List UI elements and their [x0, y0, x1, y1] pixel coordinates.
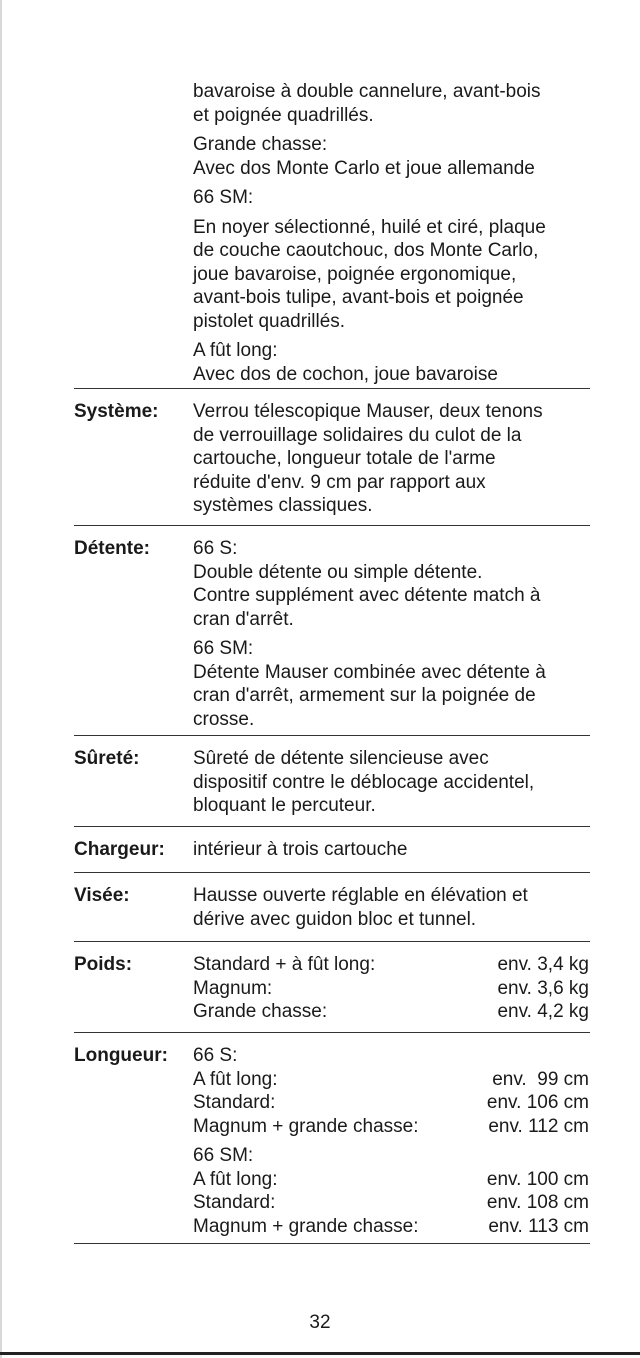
text-line: 66 S: — [193, 538, 238, 559]
text-line: En noyer sélectionné, huilé et ciré, plaque — [193, 216, 546, 238]
spec-row — [193, 1215, 589, 1239]
section-label: Poids: — [74, 954, 133, 975]
text-line: A fût long: — [193, 340, 278, 361]
spec-key: Grande chasse: — [193, 1001, 328, 1022]
text-line: Hausse ouverte réglable en élévation et — [193, 885, 528, 906]
spec-row — [193, 1000, 589, 1024]
text-line: pistolet quadrillés. — [193, 310, 346, 332]
text-line: systèmes classiques. — [193, 495, 373, 516]
spec-value: env. 4,2 kg — [497, 1001, 589, 1022]
spec-value: env. 3,6 kg — [497, 977, 589, 999]
text-line: Double détente ou simple détente. — [193, 561, 483, 583]
spec-key: A fût long: — [193, 1168, 278, 1190]
text-line: Sûreté de détente silencieuse avec — [193, 748, 489, 769]
spec-row — [193, 1068, 589, 1092]
text-line: réduite d'env. 9 cm par rapport aux — [193, 471, 486, 493]
intro-paragraph-2 — [193, 133, 603, 180]
text-line: Contre supplément avec détente match à — [193, 585, 541, 606]
section-body — [193, 747, 603, 818]
intro-paragraph-3 — [193, 186, 603, 210]
spec-key: Standard + à fût long: — [193, 954, 376, 975]
spec-row — [193, 1191, 589, 1215]
spec-key: Magnum + grande chasse: — [193, 1215, 419, 1237]
group-title: 66 SM: — [193, 1145, 254, 1166]
section-label: Visée: — [74, 885, 130, 906]
divider — [74, 1243, 590, 1244]
text-line: Détente Mauser combinée avec détente à — [193, 661, 546, 683]
paragraph — [193, 637, 603, 731]
spec-value: env. 99 cm — [492, 1068, 589, 1090]
text-line: de couche caoutchouc, dos Monte Carlo, — [193, 240, 539, 261]
text-line: et poignée quadrillés. — [193, 104, 374, 126]
spec-key: Standard: — [193, 1092, 276, 1113]
spec-key: Standard: — [193, 1192, 276, 1213]
section-body — [193, 400, 603, 518]
spec-value: env. 113 cm — [488, 1215, 589, 1237]
text-line: bavaroise à double cannelure, avant-bois — [193, 81, 541, 102]
section-label: Chargeur: — [74, 839, 165, 860]
divider — [74, 735, 590, 736]
spec-value: env. 108 cm — [486, 1192, 589, 1213]
spec-group — [193, 1044, 603, 1138]
spec-value: env. 3,4 kg — [497, 954, 589, 975]
spec-row — [193, 1168, 589, 1192]
text-line: dispositif contre le déblocage accidentel, — [193, 771, 535, 793]
text-line: Avec dos Monte Carlo et joue allemande — [193, 157, 535, 179]
text-line: crosse. — [193, 708, 255, 730]
text-line: Grande chasse: — [193, 134, 328, 155]
divider — [74, 941, 590, 942]
text-line: intérieur à trois cartouche — [193, 839, 408, 860]
section-body — [193, 537, 603, 731]
paragraph — [193, 537, 603, 631]
section-body — [193, 884, 603, 931]
text-line: 66 SM: — [193, 187, 254, 208]
spec-group — [193, 1144, 603, 1238]
page-number: 32 — [309, 1312, 331, 1333]
spec-key: Magnum: — [193, 977, 273, 999]
section-label: Détente: — [74, 538, 151, 559]
spec-key: A fût long: — [193, 1068, 278, 1090]
text-line: 66 SM: — [193, 638, 254, 659]
divider — [74, 1032, 590, 1033]
divider — [74, 872, 590, 873]
spec-row — [193, 1091, 589, 1115]
text-line: Verrou télescopique Mauser, deux tenons — [193, 401, 543, 422]
bottom-edge — [0, 1352, 640, 1355]
intro-paragraph-5 — [193, 339, 603, 386]
spec-row — [193, 1115, 589, 1139]
intro-paragraph-4 — [193, 216, 603, 334]
text-line: bloquant le percuteur. — [193, 795, 376, 816]
text-line: Avec dos de cochon, joue bavaroise — [193, 363, 498, 385]
section-body — [193, 1044, 603, 1238]
text-line: avant-bois tulipe, avant-bois et poignée — [193, 287, 524, 308]
text-line: cran d'arrêt, armement sur la poignée de — [193, 685, 536, 706]
spec-row — [193, 953, 589, 977]
section-label: Sûreté: — [74, 748, 140, 769]
spec-value: env. 112 cm — [488, 1115, 589, 1137]
section-body — [193, 838, 603, 862]
divider — [74, 525, 590, 526]
section-label: Longueur: — [74, 1045, 168, 1066]
divider — [74, 388, 590, 389]
spec-value: env. 106 cm — [486, 1092, 589, 1113]
text-line: de verrouillage solidaires du culot de la — [193, 424, 522, 446]
section-body — [193, 953, 603, 1024]
text-line: dérive avec guidon bloc et tunnel. — [193, 908, 477, 930]
page-edge — [0, 0, 2, 1358]
spec-row — [193, 977, 589, 1001]
spec-key: Magnum + grande chasse: — [193, 1115, 419, 1137]
intro-text — [193, 80, 603, 392]
divider — [74, 826, 590, 827]
text-line: joue bavaroise, poignée ergonomique, — [193, 263, 517, 285]
intro-paragraph-1 — [193, 80, 603, 127]
text-line: cartouche, longueur totale de l'arme — [193, 448, 496, 469]
spec-value: env. 100 cm — [486, 1168, 589, 1190]
section-label: Système: — [74, 401, 159, 422]
group-title: 66 S: — [193, 1045, 238, 1066]
text-line: cran d'arrêt. — [193, 608, 294, 630]
